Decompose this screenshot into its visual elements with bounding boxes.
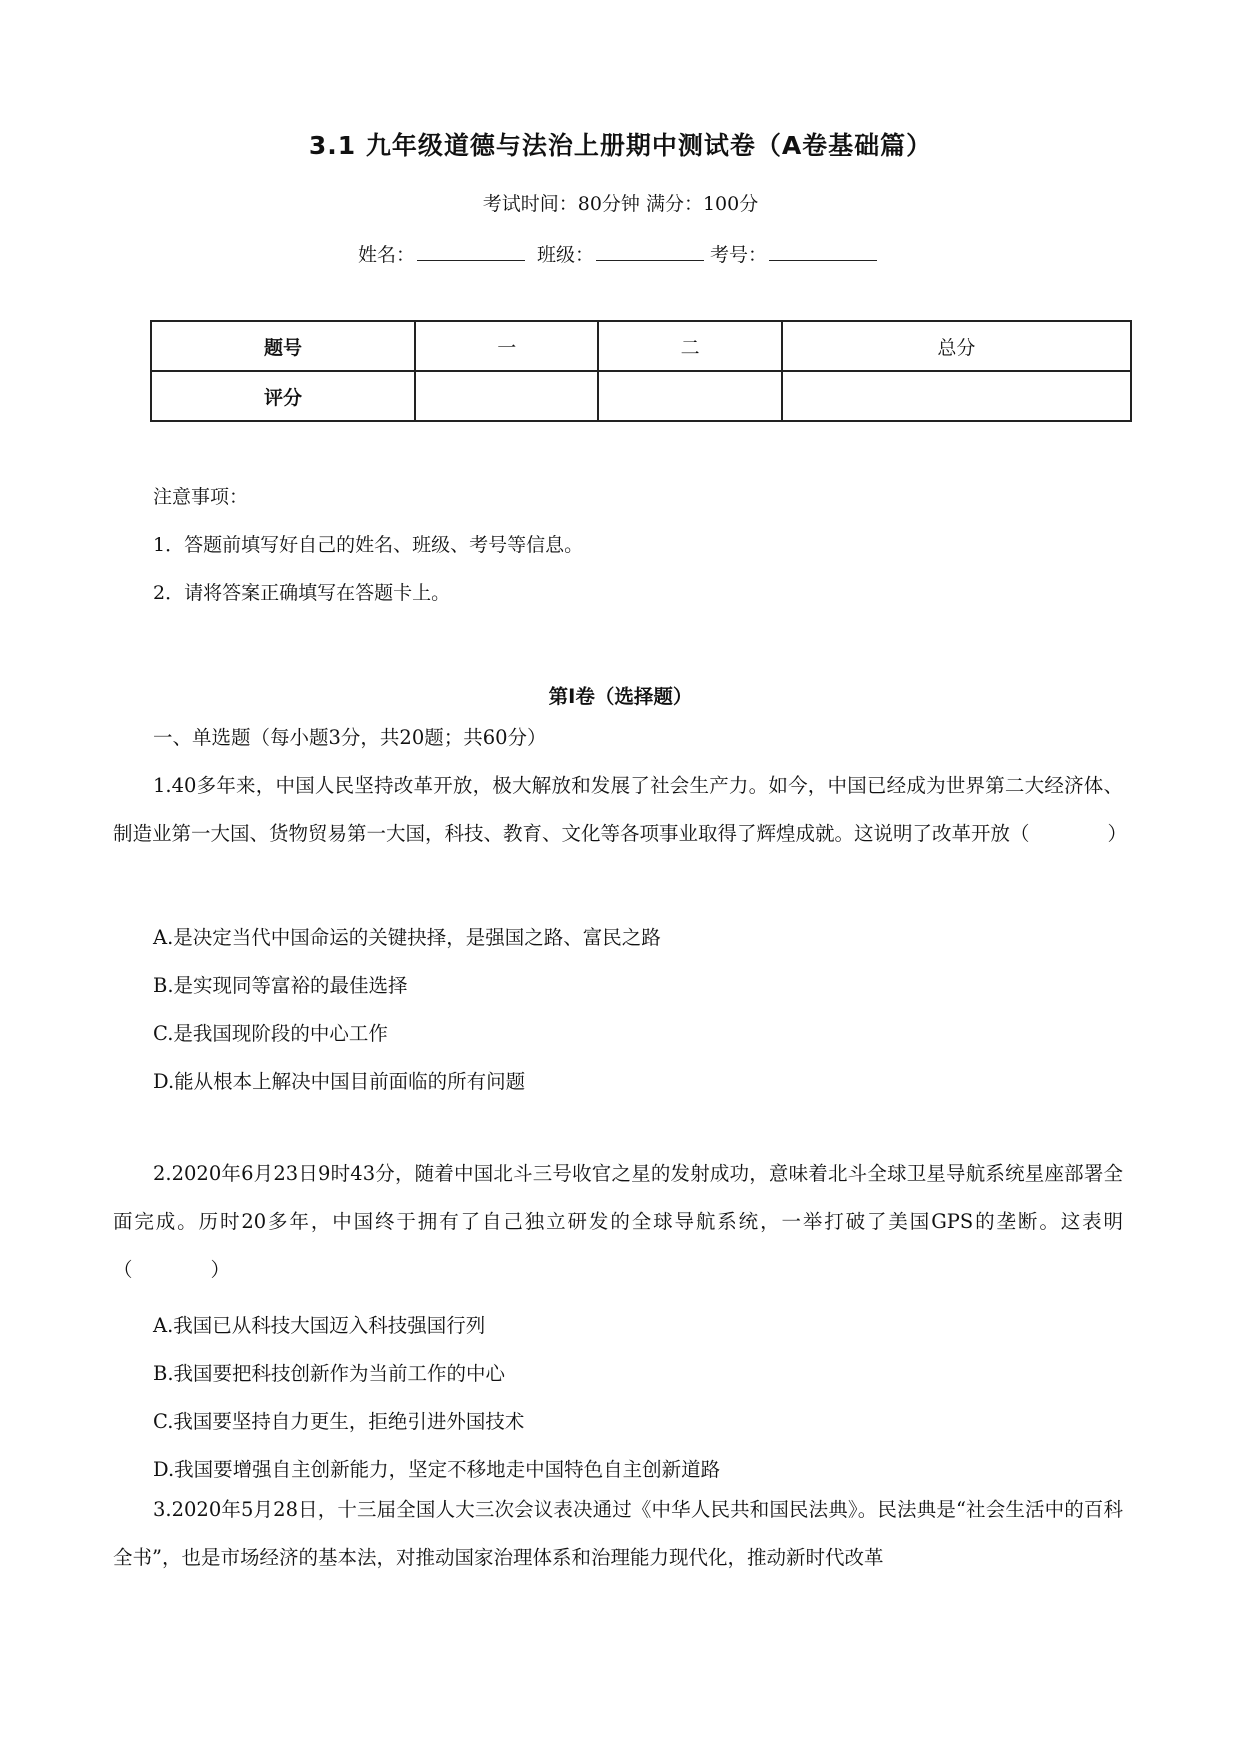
section-title: 第I卷（选择题） — [548, 685, 693, 708]
question-stem: 3.2020年5月28日，十三届全国人大三次会议表决通过《中华人民共和国民法典》。民法典是“社会生活中的百科全书”，也是市场经济的基本法，对推动国家治理体系和治理能力现代化，推动新时代改革 — [113, 1498, 1123, 1569]
exam-time-info: 考试时间：80分钟 满分：100分 — [482, 193, 759, 215]
score-cell[interactable] — [598, 371, 781, 421]
score-table-score-row — [151, 371, 1131, 421]
question-option: A.是决定当代中国命运的关键抉择，是强国之路、富民之路 — [153, 926, 661, 949]
name-blank[interactable] — [417, 242, 525, 261]
note-item: 1．答题前填写好自己的姓名、班级、考号等信息。 — [153, 534, 584, 556]
score-cell[interactable] — [415, 371, 598, 421]
question-stem: 2.2020年6月23日9时43分，随着中国北斗三号收官之星的发射成功，意味着北斗全球卫星导航系统星座部署全面完成。历时20多年，中国终于拥有了自己独立研发的全球导航系统，一举打破了美国GPS的垄断。这表明（ ） — [113, 1162, 1123, 1281]
score-table — [150, 320, 1132, 422]
page-title: 3.1 九年级道德与法治上册期中测试卷（A卷基础篇） — [308, 131, 933, 160]
note-item: 2．请将答案正确填写在答题卡上。 — [153, 582, 451, 604]
score-cell[interactable] — [782, 371, 1131, 421]
class-label: 班级： — [537, 244, 595, 266]
score-row-label: 评分 — [151, 371, 415, 421]
class-blank[interactable] — [596, 242, 704, 261]
notes-heading: 注意事项： — [153, 486, 249, 508]
table-header-cell: 总分 — [782, 321, 1131, 371]
table-header-cell: 一 — [415, 321, 598, 371]
question-option: B.是实现同等富裕的最佳选择 — [153, 974, 408, 997]
table-header-cell: 题号 — [151, 321, 415, 371]
question-option: C.是我国现阶段的中心工作 — [153, 1022, 388, 1045]
question-option: C.我国要坚持自力更生，拒绝引进外国技术 — [153, 1410, 525, 1433]
question-option: B.我国要把科技创新作为当前工作的中心 — [153, 1362, 506, 1385]
student-info-line — [0, 240, 1241, 267]
question-option: D.能从根本上解决中国目前面临的所有问题 — [153, 1070, 526, 1093]
name-label: 姓名： — [357, 244, 415, 266]
question-option: A.我国已从科技大国迈入科技强国行列 — [153, 1314, 486, 1337]
question-option: D.我国要增强自主创新能力，坚定不移地走中国特色自主创新道路 — [153, 1458, 721, 1481]
number-label: 考号： — [710, 244, 768, 266]
table-header-cell: 二 — [598, 321, 781, 371]
score-table-header-row — [151, 321, 1131, 371]
question-stem: 1.40多年来，中国人民坚持改革开放，极大解放和发展了社会生产力。如今，中国已经成为世界第二大经济体、制造业第一大国、货物贸易第一大国，科技、教育、文化等各项事业取得了辉煌成就。这说明了改革开放（ ） — [113, 774, 1128, 845]
section-subtitle: 一、单选题（每小题3分，共20题；共60分） — [153, 726, 547, 749]
number-blank[interactable] — [769, 242, 877, 261]
